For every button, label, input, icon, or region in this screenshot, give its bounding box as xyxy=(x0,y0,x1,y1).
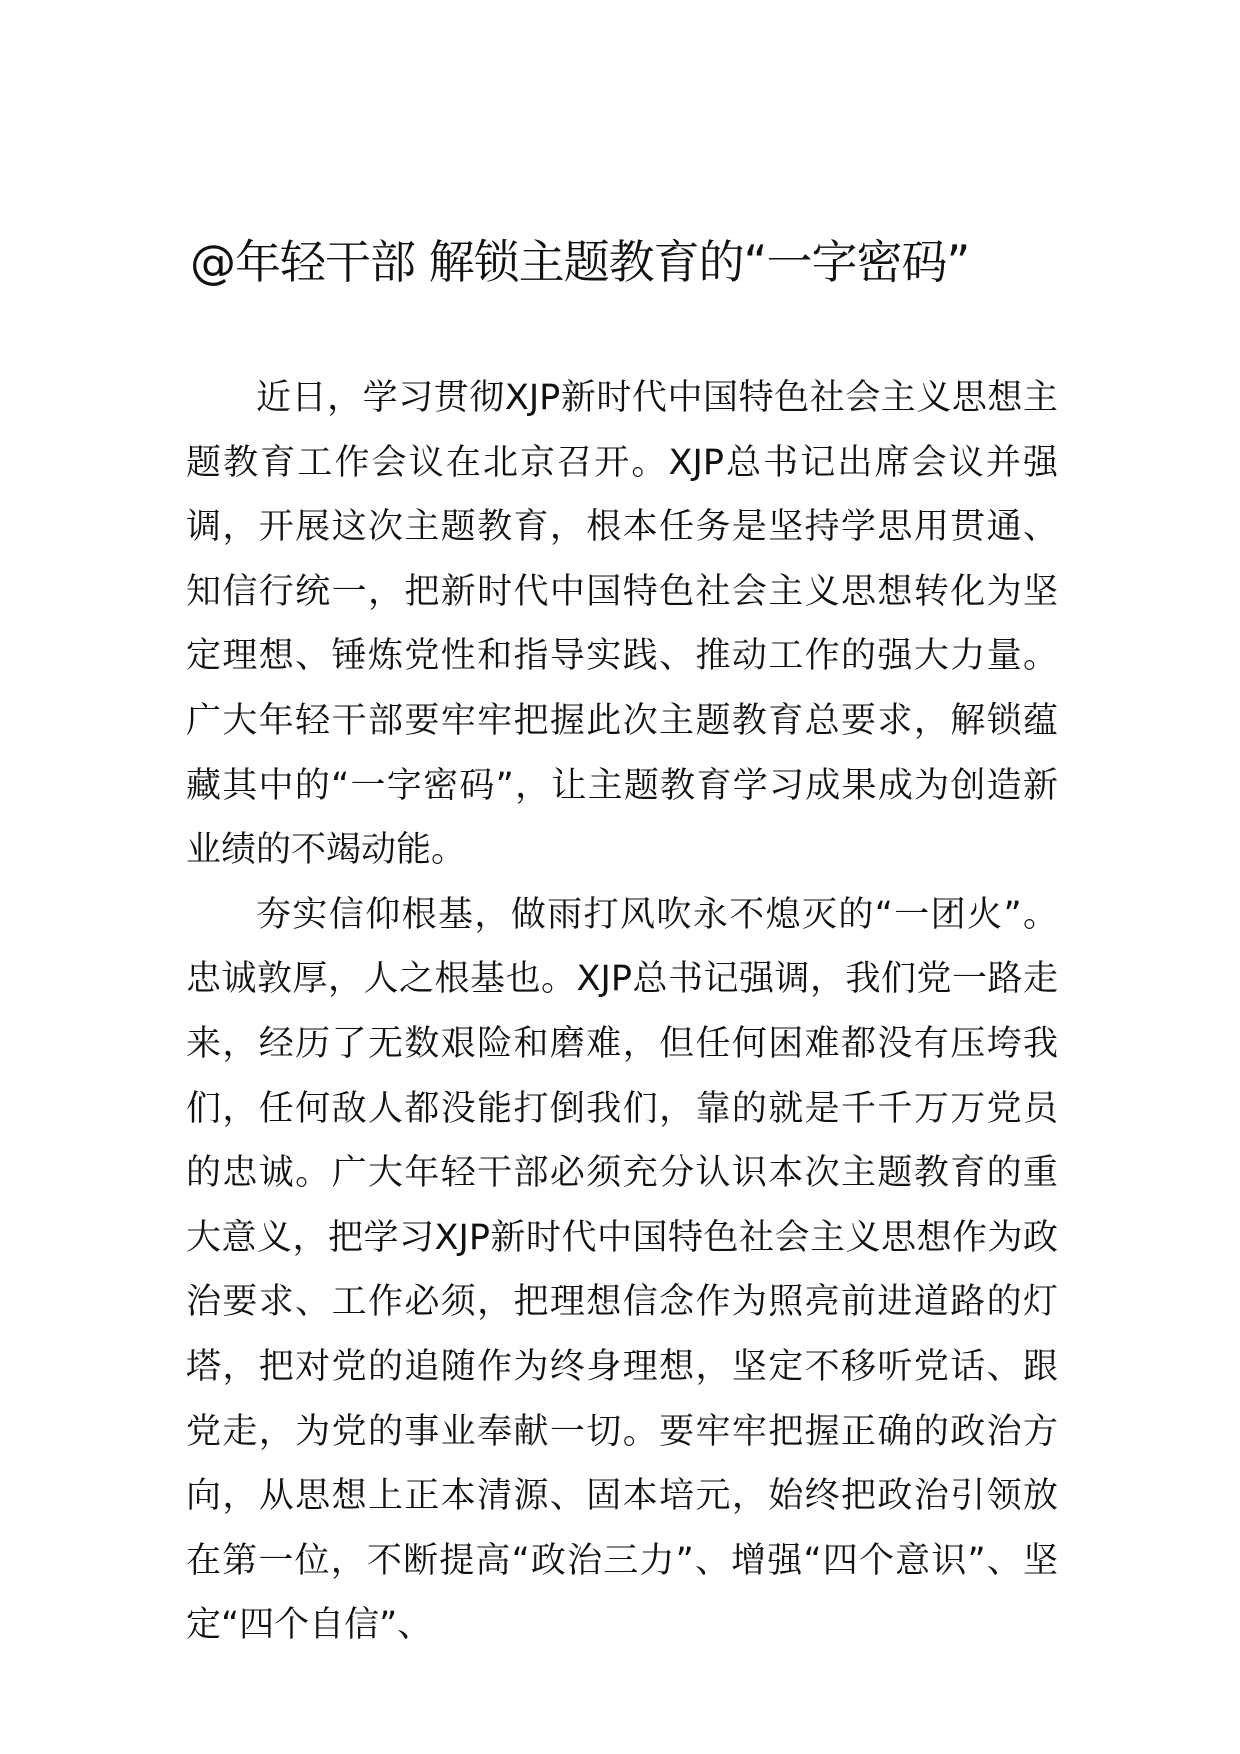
document-title: @年轻干部 解锁主题教育的“一字密码” xyxy=(190,235,970,289)
paragraph: 夯实信仰根基，做雨打风吹永不熄灭的“一团火”。忠诚敦厚，人之根基也。XJP总书记强调，我们党一路走来，经历了无数艰险和磨难，但任何困难都没有压垮我们，任何敌人都没能打倒我们，靠的就是千千万万党员的忠诚。广大年轻干部必须充分认识本次主题教育的重大意义，把学习XJP新时代中国特色社会主义思想作为政治要求、工作必须，把理想信念作为照亮前进道路的灯塔，把对党的追随作为终身理想，坚定不移听党话、跟党走，为党的事业奉献一切。要牢牢把握正确的政治方向，从思想上正本清源、固本培元，始终把政治引领放在第一位，不断提高“政治三力”、增强“四个意识”、坚定“四个自信”、 xyxy=(186,894,1058,1646)
document-body xyxy=(186,366,1058,1658)
paragraph: 近日，学习贯彻XJP新时代中国特色社会主义思想主题教育工作会议在北京召开。XJP总书记出席会议并强调，开展这次主题教育，根本任务是坚持学思用贯通、知信行统一，把新时代中国特色社会主义思想转化为坚定理想、锤炼党性和指导实践、推动工作的强大力量。广大年轻干部要牢牢把握此次主题教育总要求，解锁蕴藏其中的“一字密码”，让主题教育学习成果成为创造新业绩的不竭动能。 xyxy=(186,378,1058,871)
